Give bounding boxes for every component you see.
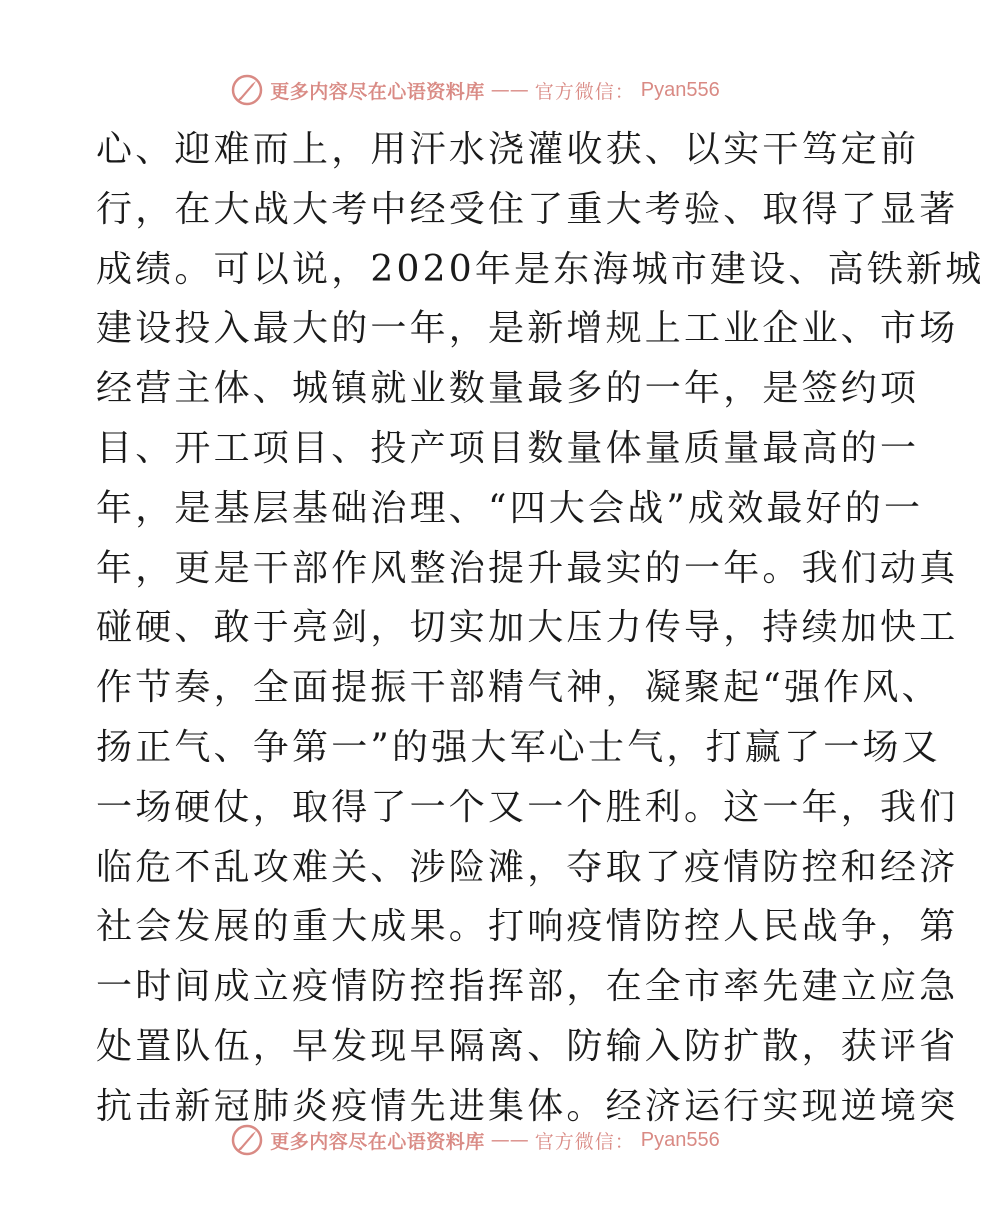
body-line: 作节奏，全面提振干部精气神，凝聚起“强作风、 — [96, 667, 941, 709]
footer-banner — [0, 1120, 950, 1160]
footer-wechat-label: 官方微信： — [534, 1130, 635, 1153]
body-line: 心、迎难而上，用汗水浇灌收获、以实干笃定前 — [96, 129, 920, 170]
body-line: 成绩。可以说，2020年是东海城市建设、高铁新城 — [96, 248, 984, 290]
body-line: 处置队伍，早发现早隔离、防输入防扩散，获评省 — [96, 1025, 959, 1067]
header-brand-text: 更多内容尽在心语资料库 — [270, 80, 485, 103]
header-wechat-label: 官方微信： — [534, 80, 635, 103]
body-line: 抗击新冠肺炎疫情先进集体。经济运行实现逆境突 — [96, 1085, 959, 1127]
header-dash: —— — [490, 79, 529, 101]
body-line: 一场硬仗，取得了一个又一个胜利。这一年，我们 — [96, 786, 959, 828]
footer-wechat-id: Pyan556 — [640, 1128, 720, 1151]
body-line: 经营主体、城镇就业数量最多的一年，是签约项 — [96, 368, 920, 410]
body-line: 碰硬、敢于亮剑，切实加大压力传导，持续加快工 — [96, 607, 959, 649]
body-line: 扬正气、争第一”的强大军心士气，打赢了一场又 — [96, 726, 941, 768]
body-line: 一时间成立疫情防控指挥部，在全市率先建立应急 — [96, 966, 959, 1008]
body-line: 年，是基层基础治理、“四大会战”成效最好的一 — [96, 487, 924, 529]
quill-pen-logo-icon — [230, 1123, 264, 1157]
header-wechat-id: Pyan556 — [640, 78, 720, 101]
quill-pen-logo-icon — [230, 73, 264, 107]
header-banner — [0, 70, 950, 110]
body-line: 年，更是干部作风整治提升最实的一年。我们动真 — [96, 547, 959, 589]
body-line: 目、开工项目、投产项目数量体量质量最高的一 — [96, 427, 920, 469]
body-line: 行，在大战大考中经受住了重大考验、取得了显著 — [96, 188, 959, 230]
body-line: 社会发展的重大成果。打响疫情防控人民战争，第 — [96, 906, 959, 948]
footer-brand-text: 更多内容尽在心语资料库 — [270, 1130, 485, 1153]
body-line: 临危不乱攻难关、涉险滩，夺取了疫情防控和经济 — [96, 846, 959, 888]
document-body — [96, 120, 984, 1137]
body-line: 建设投入最大的一年，是新增规上工业企业、市场 — [96, 308, 959, 350]
footer-dash: —— — [490, 1129, 529, 1151]
